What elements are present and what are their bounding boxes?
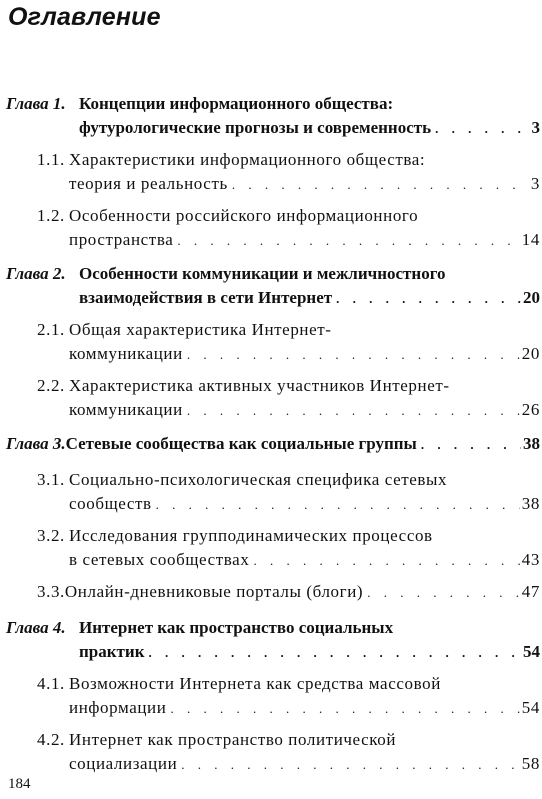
chapter-label: Глава 1.	[6, 94, 66, 113]
chapter-label: Глава 2.	[6, 264, 66, 283]
entry-title-line: социализации	[69, 754, 178, 773]
entry-page-number: 3	[531, 118, 540, 137]
section-number: 3.3.	[37, 582, 65, 601]
section-number: 1.2.	[37, 206, 65, 225]
toc-chapter-entry[interactable]	[0, 432, 542, 457]
entry-title-line: Характеристики информационного общества:	[69, 150, 426, 169]
section-number: 4.2.	[37, 730, 65, 749]
entry-title-line: коммуникации	[69, 344, 183, 363]
entry-title-line: Концепции информационного общества:	[79, 94, 394, 113]
entry-page-number: 38	[521, 494, 540, 513]
dot-leader	[435, 117, 528, 141]
entry-title-line: Особенности российского информационного	[69, 206, 419, 225]
chapter-label: Глава 3.	[6, 434, 66, 453]
entry-page-number: 54	[523, 642, 540, 661]
toc-section-entry[interactable]	[0, 374, 542, 423]
entry-title-line: в сетевых сообществах	[69, 550, 250, 569]
section-number: 1.1.	[37, 150, 65, 169]
toc-chapter-entry[interactable]	[0, 262, 542, 311]
section-number: 2.2.	[37, 376, 65, 395]
dot-leader	[187, 399, 520, 423]
toc-section-entry[interactable]	[0, 580, 542, 605]
entry-title-line: сообществ	[69, 494, 152, 513]
dot-leader	[367, 581, 520, 605]
entry-page-number: 26	[521, 400, 540, 419]
dot-leader	[181, 753, 520, 777]
dot-leader	[177, 229, 519, 253]
entry-title-line: коммуникации	[69, 400, 183, 419]
toc-section-entry[interactable]	[0, 468, 542, 517]
entry-page-number: 47	[521, 582, 540, 601]
dot-leader	[170, 697, 519, 721]
toc-chapter-entry[interactable]	[0, 92, 542, 141]
section-number: 3.1.	[37, 470, 65, 489]
entry-title-line: Интернет как пространство социальных	[79, 618, 394, 637]
toc-section-entry[interactable]	[0, 148, 542, 197]
dot-leader	[187, 343, 520, 367]
dot-leader	[232, 173, 528, 197]
entry-title-line: теория и реальность	[69, 174, 228, 193]
page-number: 184	[8, 776, 31, 792]
dot-leader	[156, 493, 520, 517]
entry-title-line: взаимодействия в сети Интернет	[79, 288, 333, 307]
toc-section-entry[interactable]	[0, 728, 542, 777]
entry-page-number: 14	[521, 230, 540, 249]
entry-title-line: практик	[79, 642, 145, 661]
chapter-label: Глава 4.	[6, 618, 66, 637]
entry-title-line: Исследования групподинамических процессов	[69, 526, 433, 545]
entry-page-number: 20	[521, 344, 540, 363]
toc-chapter-entry[interactable]	[0, 616, 542, 665]
entry-title-line: Сетевые сообщества как социальные группы	[65, 434, 417, 453]
entry-page-number: 38	[523, 434, 540, 453]
entry-page-number: 54	[521, 698, 540, 717]
dot-leader	[421, 433, 521, 457]
toc-section-entry[interactable]	[0, 524, 542, 573]
entry-title-line: Характеристика активных участников Интернет-	[69, 376, 450, 395]
entry-title-line: пространства	[69, 230, 174, 249]
section-number: 4.1.	[37, 674, 65, 693]
entry-title-line: Интернет как пространство политической	[69, 730, 397, 749]
entry-page-number: 3	[530, 174, 540, 193]
entry-title-line: Особенности коммуникации и межличностного	[79, 264, 446, 283]
toc-section-entry[interactable]	[0, 672, 542, 721]
entry-title-line: Онлайн-дневниковые порталы (блоги)	[64, 582, 364, 601]
toc-section-entry[interactable]	[0, 318, 542, 367]
entry-page-number: 58	[521, 754, 540, 773]
entry-page-number: 20	[523, 288, 540, 307]
entry-title-line: Социально-психологическая специфика сетевых	[69, 470, 448, 489]
section-number: 3.2.	[37, 526, 65, 545]
dot-leader	[253, 549, 519, 573]
entry-page-number: 43	[521, 550, 540, 569]
dot-leader	[336, 287, 521, 311]
dot-leader	[149, 641, 522, 665]
entry-title-line: информации	[69, 698, 167, 717]
page-title: Оглавление	[8, 3, 161, 31]
toc-section-entry[interactable]	[0, 204, 542, 253]
section-number: 2.1.	[37, 320, 65, 339]
entry-title-line: Возможности Интернета как средства массовой	[69, 674, 441, 693]
entry-title-line: Общая характеристика Интернет-	[69, 320, 332, 339]
entry-title-line: футурологические прогнозы и современность	[79, 118, 432, 137]
